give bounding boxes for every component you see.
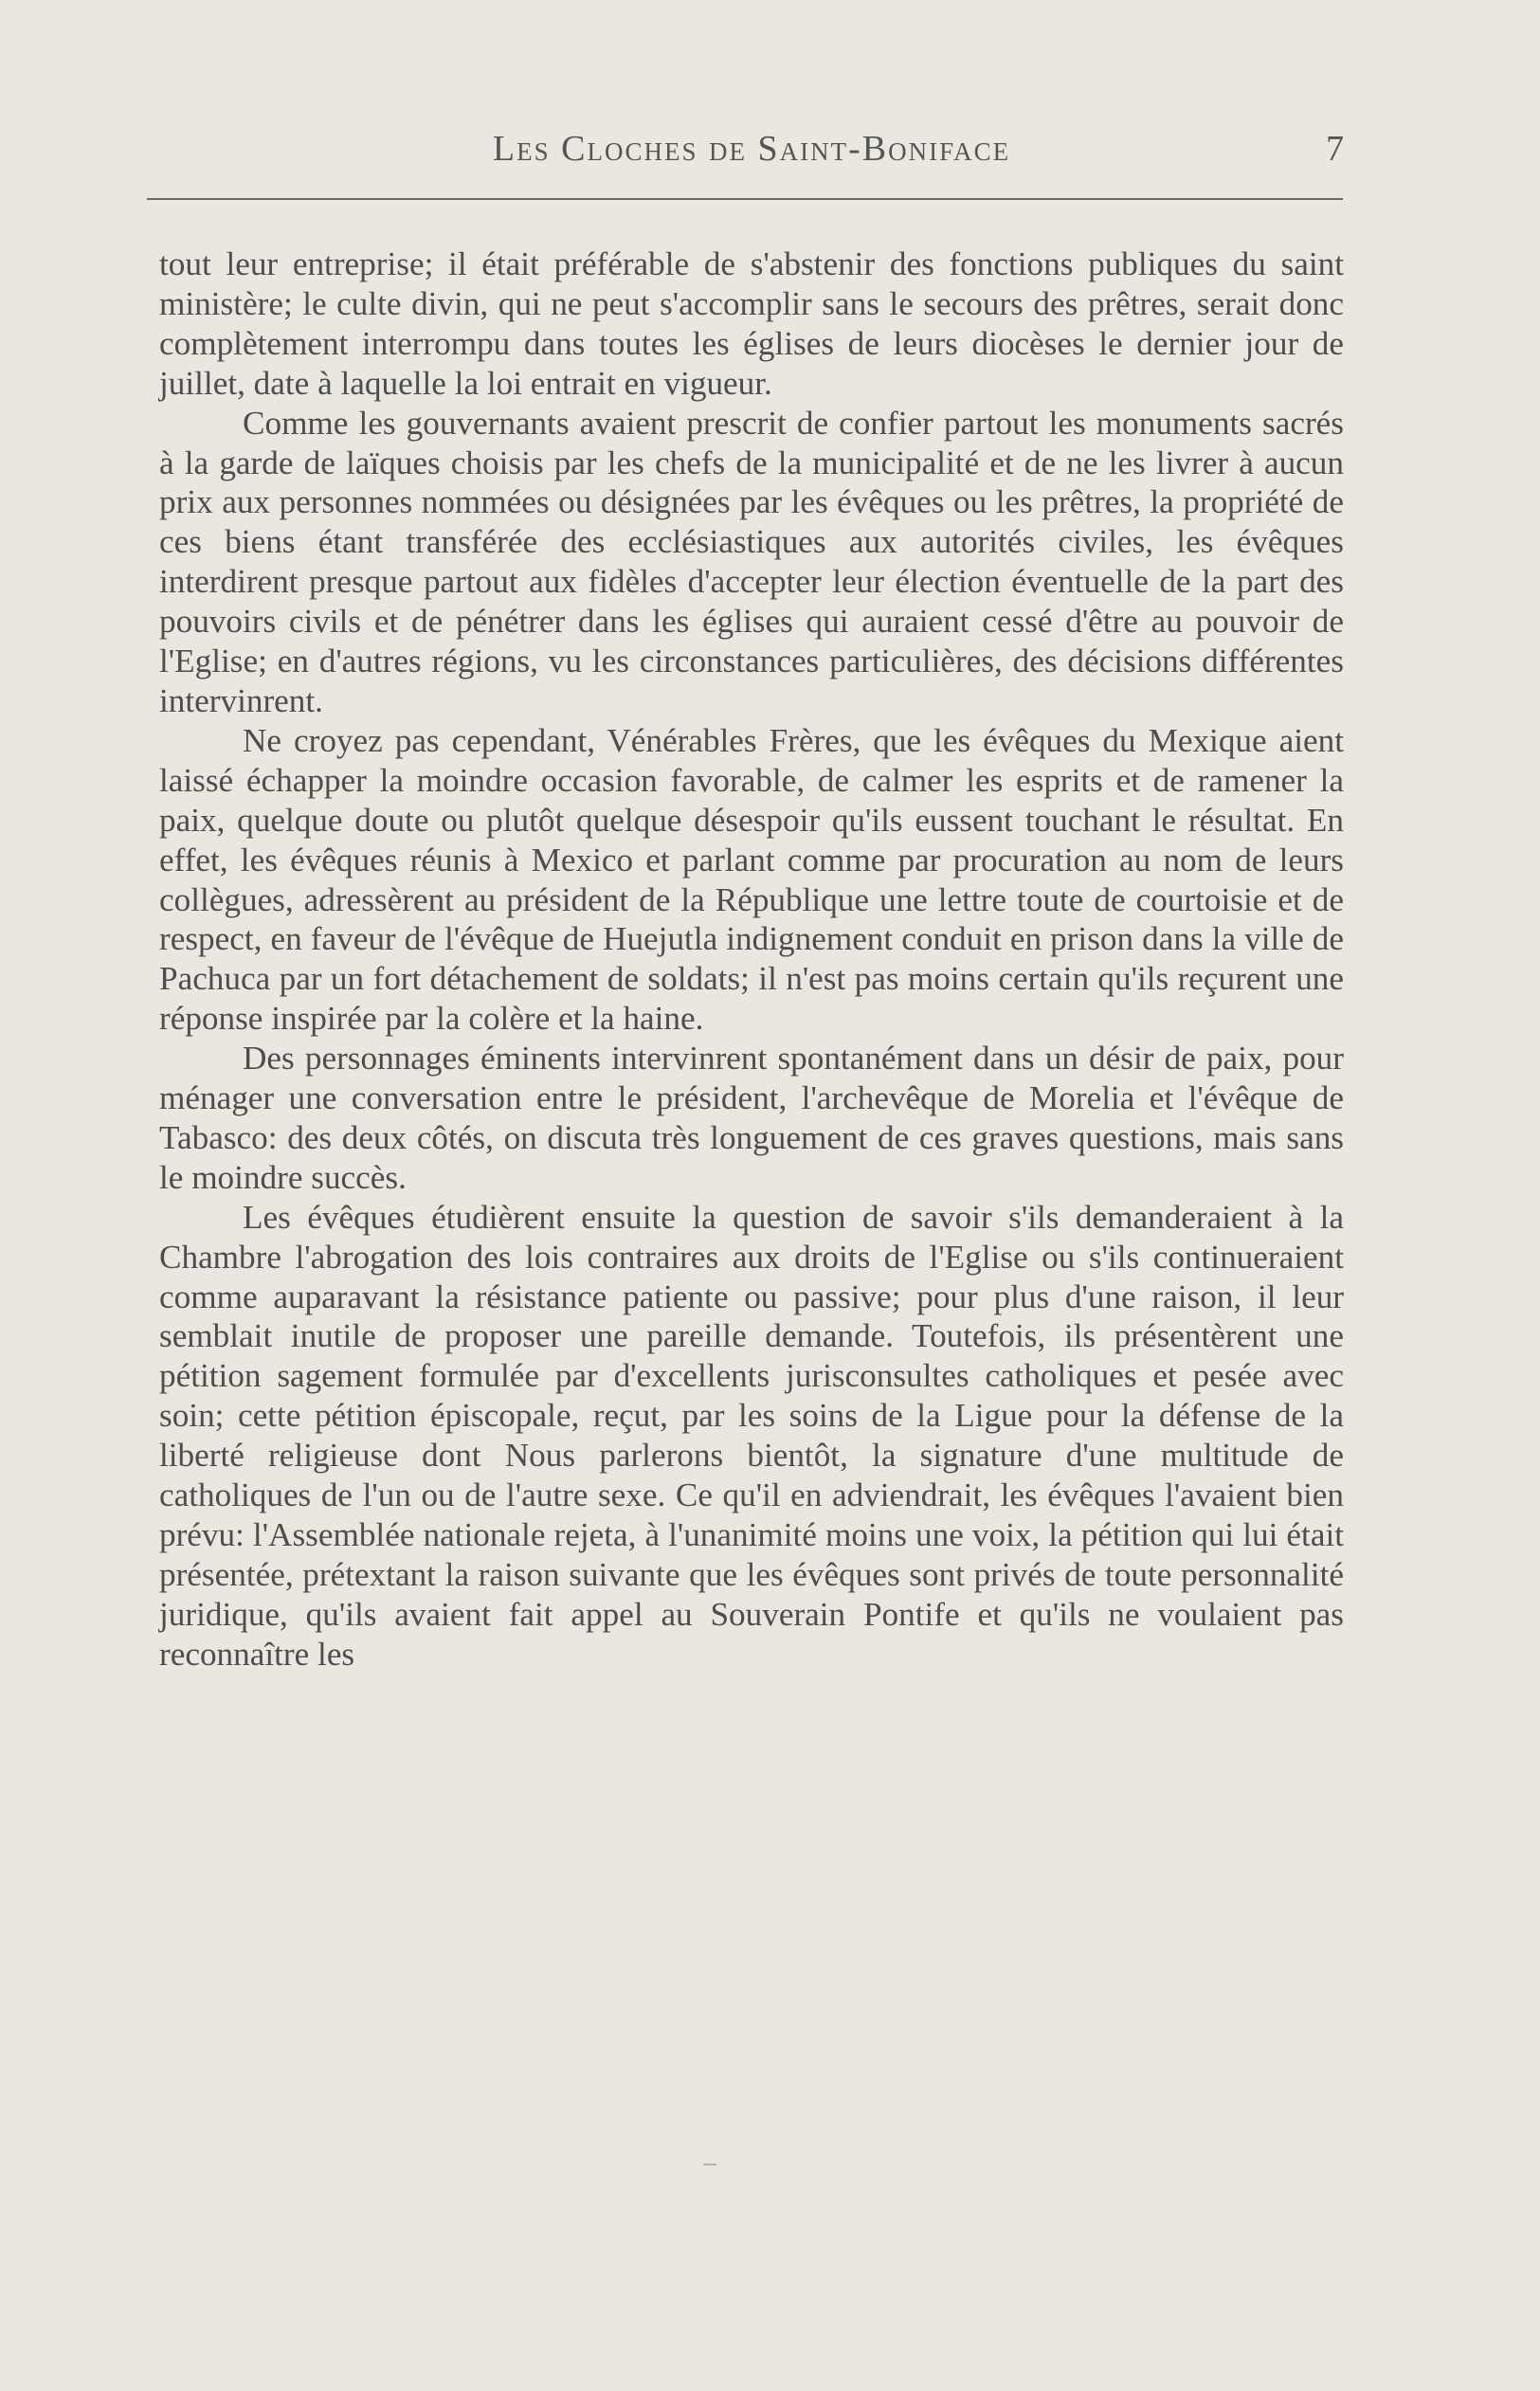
running-head [159, 128, 1344, 181]
page-number: 7 [1326, 129, 1344, 169]
paragraph-2: Comme les gouvernants avaient prescrit de confier partout les monuments sacrés à la garde de laïques choisis par les chefs de la municipalité et de ne les livrer à aucun prix aux personnes nommées ou désignées par les évêques ou les prêtres, la propriété de ces biens étant transférée des ecclésiastiques aux autorités civiles, les évêques interdirent presque partout aux fidèles d'accepter leur élection éventuelle de la part des pouvoirs civils et de pénétrer dans les églises qui auraient cessé d'être au pouvoir de l'Eglise; en d'autres régions, vu les circonstances particulières, des décisions différentes intervinrent. [159, 404, 1344, 719]
header-rule [147, 198, 1343, 200]
paragraph-4: Des personnages éminents intervinrent spontanément dans un désir de paix, pour ménager une conversation entre le président, l'archevêque de Morelia et l'évêque de Tabasco: des deux côtés, on discuta très longuement de ces graves questions, mais sans le moindre succès. [159, 1040, 1344, 1196]
body-text [159, 245, 1344, 1675]
footer-mark [703, 2164, 716, 2165]
paragraph-1: tout leur entreprise; il était préférable de s'abstenir des fonctions publiques du saint ministère; le culte divin, qui ne peut s'accomplir sans le secours des prêtres, serait donc complètement interrompu dans toutes les églises de leurs diocèses le dernier jour de juillet, date à laquelle la loi entrait en vigueur. [159, 245, 1344, 402]
running-title: Les Cloches de Saint-Boniface [492, 129, 1011, 169]
paragraph-3: Ne croyez pas cependant, Vénérables Frères, que les évêques du Mexique aient laissé échapper la moindre occasion favorable, de calmer les esprits et de ramener la paix, quelque doute ou plutôt quelque désespoir qu'ils eussent touchant le résultat. En effet, les évêques réunis à Mexico et parlant comme par procuration au nom de leurs collègues, adressèrent au président de la République une lettre toute de courtoisie et de respect, en faveur de l'évêque de Huejutla indignement conduit en prison dans la ville de Pachuca par un fort détachement de soldats; il n'est pas moins certain qu'ils reçurent une réponse inspirée par la colère et la haine. [159, 721, 1344, 1038]
paragraph-5: Les évêques étudièrent ensuite la question de savoir s'ils demanderaient à la Chambre l'abrogation des lois contraires aux droits de l'Eglise ou s'ils continueraient comme auparavant la résistance patiente ou passive; pour plus d'une raison, il leur semblait inutile de proposer une pareille demande. Toutefois, ils présentèrent une pétition sagement formulée par d'excellents jurisconsultes catholiques et pesée avec soin; cette pétition épiscopale, reçut, par les soins de la Ligue pour la défense de la liberté religieuse dont Nous parlerons bientôt, la signature d'une multitude de catholiques de l'un ou de l'autre sexe. Ce qu'il en adviendrait, les évêques l'avaient bien prévu: l'Assemblée nationale rejeta, à l'unanimité moins une voix, la pétition qui lui était présentée, prétextant la raison suivante que les évêques sont privés de toute personnalité juridique, qu'ils avaient fait appel au Souverain Pontife et qu'ils ne voulaient pas reconnaître les [159, 1198, 1344, 1673]
